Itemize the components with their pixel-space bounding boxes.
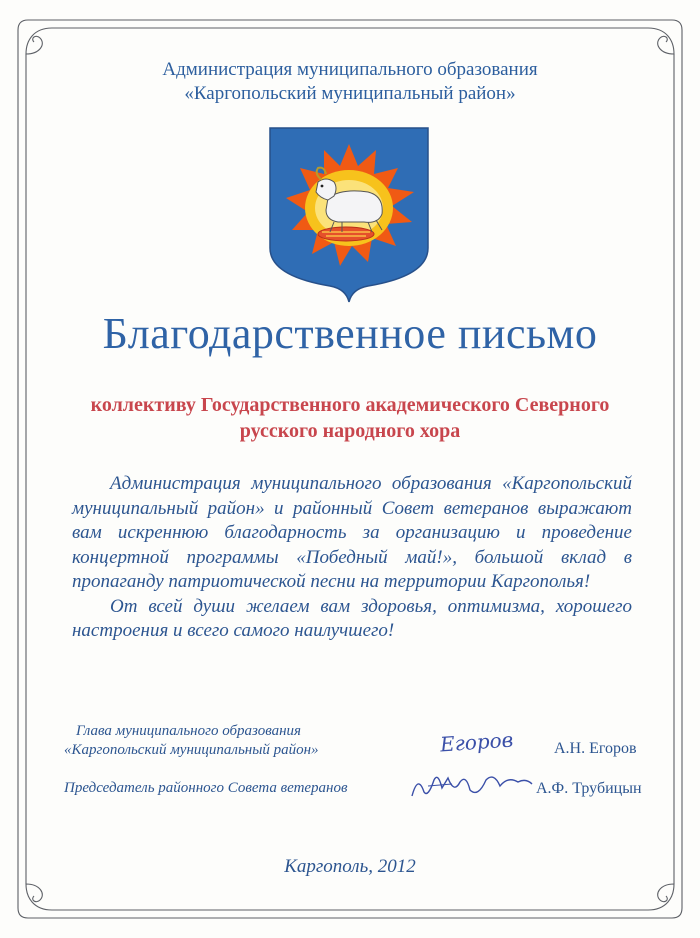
head-title-line-1: Глава муниципального образования (76, 723, 302, 739)
head-signatory-title (64, 722, 319, 760)
recipient (0, 392, 700, 444)
document-title: Благодарственное письмо (102, 309, 598, 358)
coat-of-arms-ram-icon (268, 126, 430, 304)
head-title-line-2: «Каргопольский муниципальный район» (64, 742, 319, 758)
recipient-line-2: русского народного хора (239, 420, 461, 442)
issuer-line-2: «Каргопольский муниципальный район» (184, 83, 516, 104)
chair-handwritten-signature (408, 768, 536, 802)
body-paragraph-1: Администрация муниципального образования «Каргопольский муниципальный район» и районный Совет ветеранов выражают вам искреннюю благодарность за организацию и проведение концертной программы «Победный май!», большой вклад в пропаганду патриотической песни на территории Каргополья! (72, 473, 632, 592)
chair-signatory-title: Председатель районного Совета ветеранов (64, 780, 348, 796)
recipient-line-1: коллективу Государственного академического Северного (90, 394, 610, 416)
head-handwritten-signature: Егоров (439, 727, 514, 757)
issuer-header (0, 58, 700, 106)
place-and-year: Каргополь, 2012 (284, 856, 416, 877)
head-name: А.Н. Егоров (554, 740, 637, 757)
body-paragraph-2: От всей души желаем вам здоровья, оптимизма, хорошего настроения и всего самого наилучшего! (72, 595, 632, 641)
letter-body (72, 472, 632, 644)
issuer-line-1: Администрация муниципального образования (162, 59, 538, 80)
chair-name: А.Ф. Трубицын (536, 780, 642, 797)
